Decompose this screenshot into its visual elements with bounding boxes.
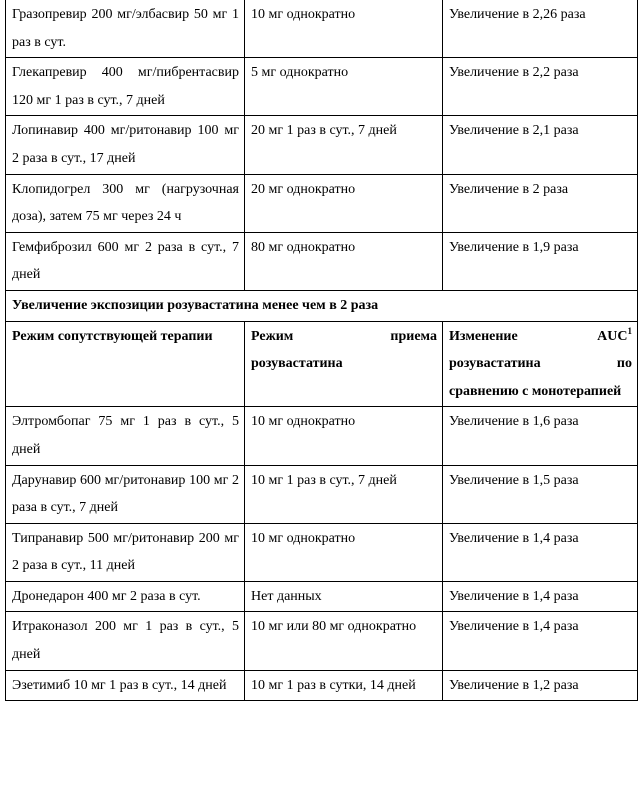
table-row	[6, 581, 638, 612]
auc-change-cell: Увеличение в 1,6 раза	[443, 407, 638, 465]
table-row	[6, 465, 638, 523]
dose-cell: 10 мг 1 раз в сутки, 14 дней	[245, 670, 443, 701]
therapy-cell: Типранавир 500 мг/ритонавир 200 мг 2 раза в сут., 11 дней	[6, 523, 245, 581]
dose-cell: 10 мг или 80 мг однократно	[245, 612, 443, 670]
dose-cell: 10 мг однократно	[245, 407, 443, 465]
table-row	[6, 116, 638, 174]
auc-change-cell: Увеличение в 2 раза	[443, 174, 638, 232]
therapy-cell: Глекапревир 400 мг/пибрентасвир 120 мг 1 раз в сут., 7 дней	[6, 58, 245, 116]
dose-cell: 10 мг 1 раз в сут., 7 дней	[245, 465, 443, 523]
table-row	[6, 174, 638, 232]
therapy-cell: Гразопревир 200 мг/элбасвир 50 мг 1 раз в сут.	[6, 0, 245, 58]
table-row	[6, 523, 638, 581]
auc-change-cell: Увеличение в 1,9 раза	[443, 232, 638, 290]
table-row	[6, 0, 638, 58]
dose-cell: 5 мг однократно	[245, 58, 443, 116]
dose-cell: 20 мг однократно	[245, 174, 443, 232]
table-row	[6, 670, 638, 701]
header-auc-change	[443, 321, 638, 407]
therapy-cell: Элтромбопаг 75 мг 1 раз в сут., 5 дней	[6, 407, 245, 465]
header-dose: Режим приема розувастатина	[245, 321, 443, 407]
header-therapy: Режим сопутствующей терапии	[6, 321, 245, 407]
therapy-cell: Дронедарон 400 мг 2 раза в сут.	[6, 581, 245, 612]
therapy-cell: Гемфиброзил 600 мг 2 раза в сут., 7 дней	[6, 232, 245, 290]
section-row	[6, 290, 638, 321]
table-row	[6, 58, 638, 116]
therapy-cell: Эзетимиб 10 мг 1 раз в сут., 14 дней	[6, 670, 245, 701]
footnote-marker: 1	[627, 325, 632, 336]
auc-change-cell: Увеличение в 2,1 раза	[443, 116, 638, 174]
header-auc-label-rest: розувастатина по сравнению с монотерапией	[449, 356, 632, 399]
auc-change-cell: Увеличение в 1,5 раза	[443, 465, 638, 523]
dose-cell: 20 мг 1 раз в сут., 7 дней	[245, 116, 443, 174]
auc-change-cell: Увеличение в 2,2 раза	[443, 58, 638, 116]
auc-change-cell: Увеличение в 1,2 раза	[443, 670, 638, 701]
dose-cell: Нет данных	[245, 581, 443, 612]
table-row	[6, 232, 638, 290]
therapy-cell: Итраконазол 200 мг 1 раз в сут., 5 дней	[6, 612, 245, 670]
auc-change-cell: Увеличение в 1,4 раза	[443, 523, 638, 581]
dose-cell: 10 мг однократно	[245, 0, 443, 58]
section-title: Увеличение экспозиции розувастатина менее чем в 2 раза	[6, 290, 638, 321]
therapy-cell: Дарунавир 600 мг/ритонавир 100 мг 2 раза в сут., 7 дней	[6, 465, 245, 523]
table-row	[6, 407, 638, 465]
auc-change-cell: Увеличение в 1,4 раза	[443, 612, 638, 670]
therapy-cell: Клопидогрел 300 мг (нагрузочная доза), затем 75 мг через 24 ч	[6, 174, 245, 232]
therapy-cell: Лопинавир 400 мг/ритонавир 100 мг 2 раза в сут., 17 дней	[6, 116, 245, 174]
auc-change-cell: Увеличение в 1,4 раза	[443, 581, 638, 612]
dose-cell: 80 мг однократно	[245, 232, 443, 290]
auc-change-cell: Увеличение в 2,26 раза	[443, 0, 638, 58]
interaction-table	[5, 0, 638, 701]
header-auc-label: Изменение AUC	[449, 328, 628, 344]
dose-cell: 10 мг однократно	[245, 523, 443, 581]
table-row	[6, 612, 638, 670]
header-row	[6, 321, 638, 407]
